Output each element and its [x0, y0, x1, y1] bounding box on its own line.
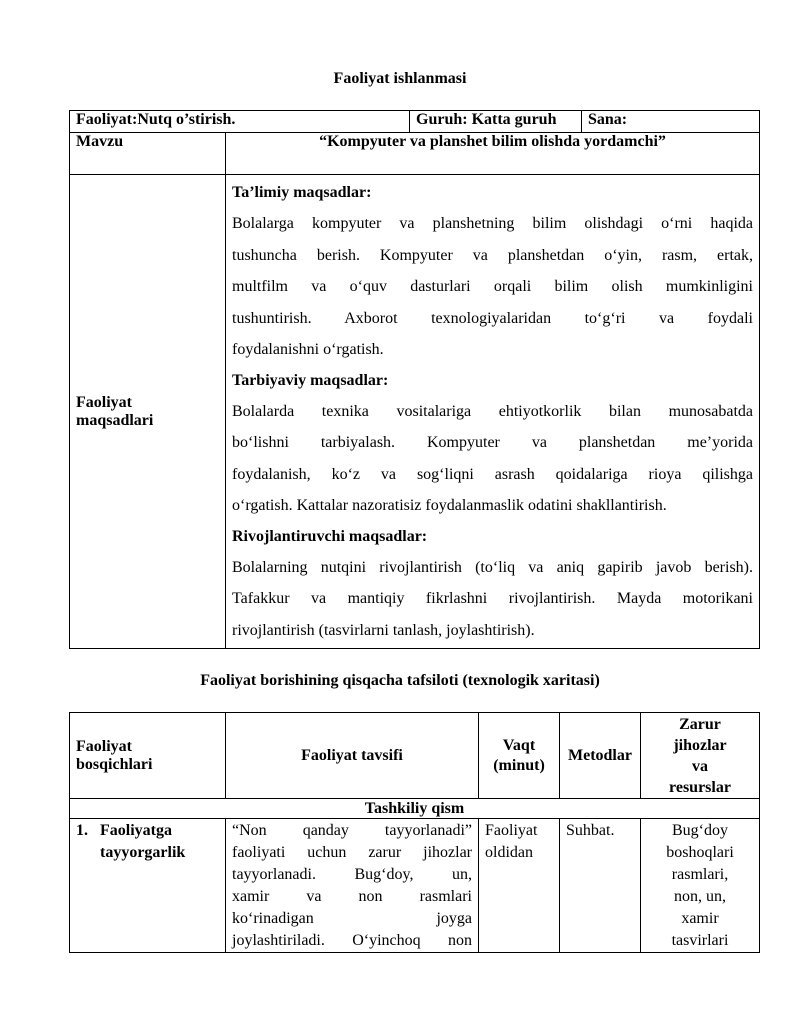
- educational-line-1: Bolalarga kompyuter va planshetning bilim olishdagi o‘rni haqida: [232, 215, 753, 232]
- time-line-2: oldidan: [485, 844, 533, 861]
- equipment-header-line1: Zarur: [679, 715, 721, 733]
- stages-header-line2: bosqichlari: [76, 755, 153, 773]
- goals-row: [70, 175, 760, 649]
- group-cell: Guruh: Katta guruh: [410, 111, 582, 133]
- description-line-6: joylashtiriladi. O‘yinchoq non: [232, 932, 472, 949]
- stage-number: 1.: [76, 822, 88, 839]
- developmental-goals-title: Rivojlantiruvchi maqsadlar:: [232, 527, 428, 545]
- time-header: [479, 713, 560, 799]
- stages-header-line1: Faoliyat: [76, 737, 132, 755]
- equipment-header-line2: jihozlar: [673, 736, 727, 754]
- developmental-line-1: Bolalarning nutqini rivojlantirish (to‘liq va aniq gapirib javob berish).: [232, 558, 753, 576]
- date-cell: Sana:: [582, 111, 760, 133]
- equipment-header: [641, 713, 760, 799]
- developmental-line-3: rivojlantirish (tasvirlarni tanlash, joylashtirish).: [232, 621, 535, 639]
- methods-header: Metodlar: [560, 713, 641, 799]
- educational-line-5: foydalanishni o‘rgatish.: [232, 341, 384, 358]
- equipment-cell: [641, 819, 760, 953]
- developmental-line-2: Tafakkur va mantiqiy fikrlashni rivojlantirish. Mayda motorikani: [232, 590, 753, 607]
- goals-content: [226, 175, 760, 649]
- time-cell: [479, 819, 560, 953]
- description-header: Faoliyat tavsifi: [226, 713, 479, 799]
- upbringing-goals-title: Tarbiyaviy maqsadlar:: [232, 371, 389, 389]
- equipment-line-2: boshoqlari: [666, 844, 734, 861]
- topic-label: Mavzu: [70, 133, 226, 175]
- table-row: [70, 819, 760, 953]
- section-row-label: Tashkiliy qism: [70, 799, 760, 819]
- educational-line-2: tushuncha berish. Kompyuter va planshetdan o‘yin, rasm, ertak,: [232, 246, 753, 264]
- document-title: Faoliyat ishlanmasi: [333, 70, 467, 87]
- goals-label-line2: maqsadlari: [76, 411, 154, 429]
- description-line-3: tayyorlanadi. Bug‘doy, un,: [232, 866, 472, 883]
- goals-label-line1: Faoliyat: [76, 393, 132, 411]
- upbringing-line-2: bo‘lishni tarbiyalash. Kompyuter va planshetdan me’yorida: [232, 434, 753, 451]
- equipment-header-line4: resurslar: [669, 778, 731, 796]
- equipment-line-6: tasvirlari: [671, 932, 729, 949]
- equipment-line-1: Bug‘doy: [672, 822, 728, 839]
- upbringing-line-3: foydalanish, ko‘z va sog‘liqni asrash qoidalariga rioya qilishga: [232, 465, 753, 483]
- upbringing-line-1: Bolalarda texnika vositalariga ehtiyotkorlik bilan munosabatda: [232, 402, 753, 420]
- section-title: Faoliyat borishining qisqacha tafsiloti (texnologik xaritasi): [200, 672, 600, 689]
- stages-header: [70, 713, 226, 799]
- educational-goals-title: Ta’limiy maqsadlar:: [232, 184, 372, 201]
- topic-value: “Kompyuter va planshet bilim olishda yordamchi”: [226, 133, 760, 175]
- stage-line2: tayyorgarlik: [100, 844, 186, 861]
- equipment-line-4: non, un,: [674, 888, 726, 905]
- goals-label: [70, 175, 226, 649]
- educational-line-4: tushuntirish. Axborot texnologiyalaridan to‘g‘ri va foydali: [232, 309, 753, 327]
- stage-line1: Faoliyatga: [100, 822, 172, 839]
- activity-info-table: [69, 110, 760, 649]
- activity-cell: Faoliyat:Nutq o’stirish.: [70, 111, 410, 133]
- educational-line-3: multfilm va o‘quv dasturlari orqali bilim olish mumkinligini: [232, 278, 753, 295]
- time-line-1: Faoliyat: [485, 822, 538, 839]
- topic-row: [70, 133, 760, 175]
- stage-line1-wrap: [76, 820, 219, 842]
- description-line-4: xamir va non rasmlari: [232, 888, 472, 905]
- tech-map-table: [69, 712, 760, 953]
- section-row: [70, 799, 760, 819]
- method-cell: Suhbat.: [560, 819, 641, 953]
- equipment-header-line3: va: [692, 757, 708, 775]
- time-header-line1: Vaqt: [502, 736, 536, 754]
- description-line-5: ko‘rinadigan joyga: [232, 910, 472, 927]
- header-row: [70, 111, 760, 133]
- description-line-2: faoliyati uchun zarur jihozlar: [232, 844, 472, 861]
- upbringing-line-4: o‘rgatish. Kattalar nazoratisiz foydalanmaslik odatini shakllantirish.: [232, 497, 667, 514]
- equipment-line-3: rasmlari,: [671, 866, 729, 883]
- description-line-1: “Non qanday tayyorlanadi”: [232, 822, 472, 839]
- equipment-line-5: xamir: [681, 910, 719, 927]
- description-cell: [226, 819, 479, 953]
- time-header-line2: (minut): [493, 756, 545, 774]
- tech-header-row: [70, 713, 760, 799]
- stage-cell: [70, 819, 226, 953]
